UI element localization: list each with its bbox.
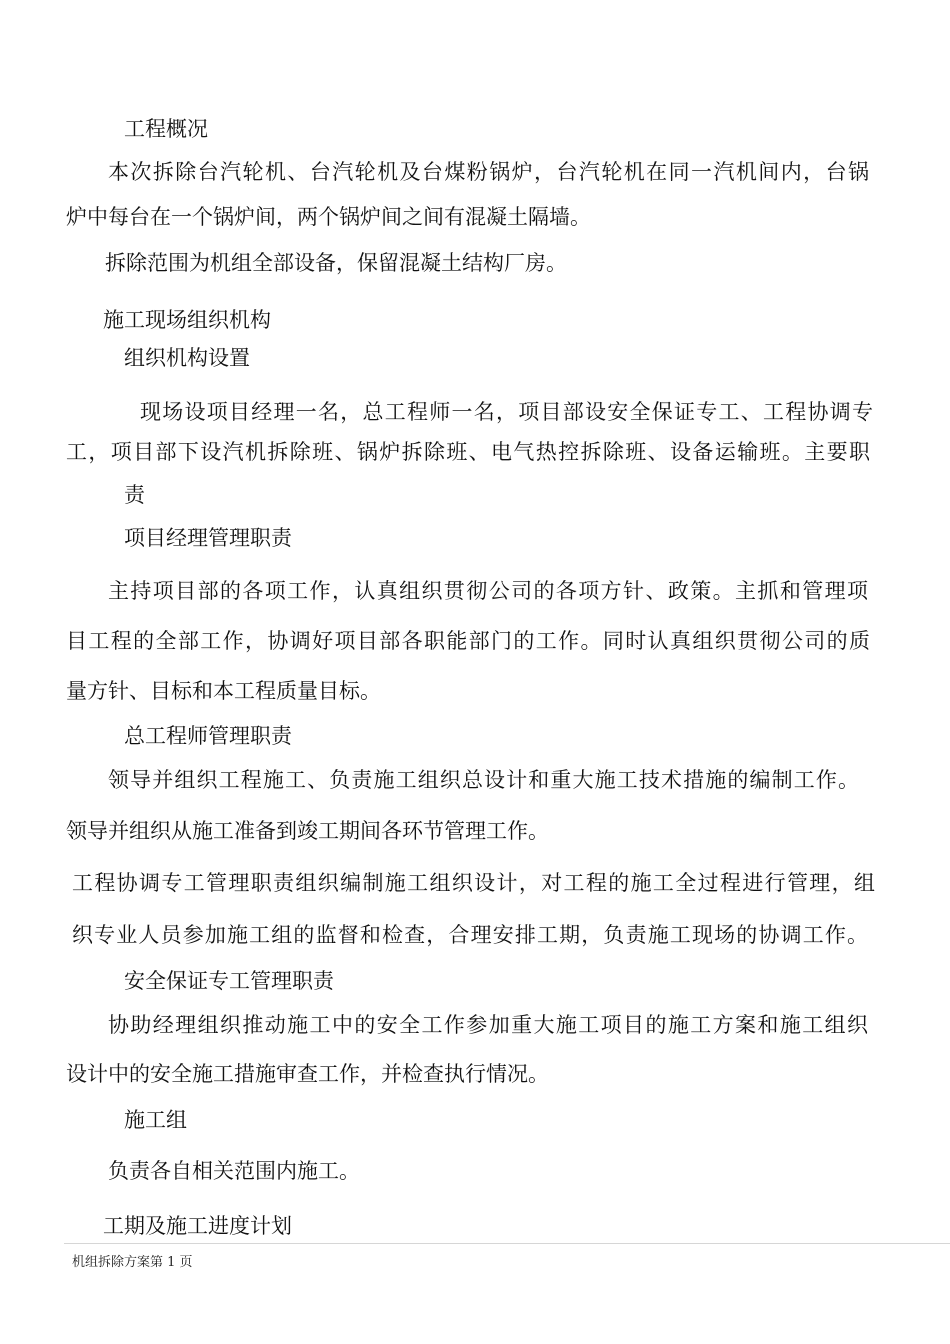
chief-engineer-paragraph-line-1: 领导并组织工程施工、负责施工组织总设计和重大施工技术措施的编制工作。: [108, 768, 859, 792]
footer-page-label: 机组拆除方案第 1 页: [72, 1255, 193, 1270]
chief-engineer-paragraph-line-2: 领导并组织从施工准备到竣工期间各环节管理工作。: [66, 819, 549, 843]
heading-organization-setup: 组织机构设置: [124, 346, 250, 370]
heading-site-organization: 施工现场组织机构: [103, 308, 271, 332]
organization-paragraph-line-3: 责: [124, 483, 145, 507]
scope-paragraph: 拆除范围为机组全部设备，保留混凝土结构厂房。: [105, 251, 567, 275]
heading-chief-engineer-duties: 总工程师管理职责: [124, 724, 292, 748]
safety-paragraph-line-1: 协助经理组织推动施工中的安全工作参加重大施工项目的施工方案和施工组织: [108, 1013, 868, 1037]
overview-paragraph-line-2: 炉中每台在一个锅炉间，两个锅炉间之间有混凝土隔墙。: [66, 205, 591, 229]
footer-divider: [64, 1243, 950, 1244]
coordination-paragraph-line-2: 织专业人员参加施工组的监督和检查，合理安排工期，负责施工现场的协调工作。: [72, 923, 868, 947]
heading-project-manager-duties: 项目经理管理职责: [124, 526, 292, 550]
heading-safety-duties: 安全保证专工管理职责: [124, 969, 334, 993]
heading-construction-team: 施工组: [124, 1108, 187, 1132]
heading-overview: 工程概况: [124, 117, 208, 141]
project-manager-paragraph-line-2: 目工程的全部工作，协调好项目部各职能部门的工作。同时认真组织贯彻公司的质: [66, 629, 870, 653]
coordination-paragraph-line-1: 工程协调专工管理职责组织编制施工组织设计，对工程的施工全过程进行管理，组: [72, 871, 875, 895]
safety-paragraph-line-2: 设计中的安全施工措施审查工作，并检查执行情况。: [66, 1062, 549, 1086]
organization-paragraph-line-1: 现场设项目经理一名，总工程师一名，项目部设安全保证专工、工程协调专: [140, 400, 873, 424]
overview-paragraph-line-1: 本次拆除台汽轮机、台汽轮机及台煤粉锅炉，台汽轮机在同一汽机间内，台锅: [108, 160, 869, 184]
construction-team-paragraph: 负责各自相关范围内施工。: [108, 1159, 360, 1183]
project-manager-paragraph-line-3: 量方针、目标和本工程质量目标。: [66, 679, 381, 703]
project-manager-paragraph-line-1: 主持项目部的各项工作，认真组织贯彻公司的各项方针、政策。主抓和管理项: [108, 579, 868, 603]
heading-schedule: 工期及施工进度计划: [103, 1214, 292, 1238]
organization-paragraph-line-2: 工，项目部下设汽机拆除班、锅炉拆除班、电气热控拆除班、设备运输班。主要职: [66, 440, 870, 464]
